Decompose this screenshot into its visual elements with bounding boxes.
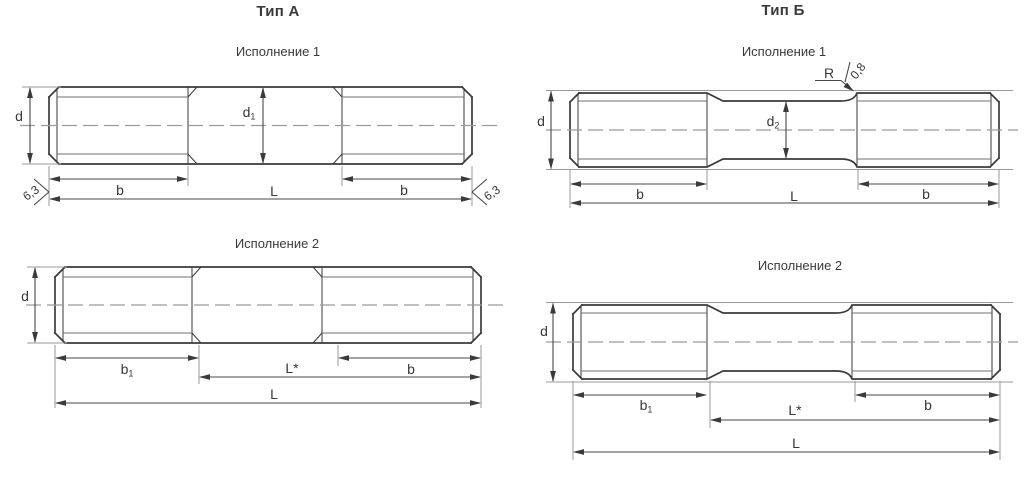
roughness-label: 6,3 bbox=[481, 182, 503, 204]
dim-label-d1: $d_1$ bbox=[242, 104, 256, 122]
dim-label-d2: $d_2$ bbox=[766, 113, 780, 131]
type-a-version2-title: Исполнение 2 bbox=[234, 236, 320, 251]
dim-label-b1: $b_1$ bbox=[639, 397, 653, 415]
type-b-version1-title: Исполнение 1 bbox=[741, 44, 827, 59]
drawing-type-a-version-1 bbox=[15, 87, 503, 206]
dim-label-b_right: b bbox=[400, 182, 408, 198]
radius-value-label: 0,8 bbox=[847, 60, 869, 82]
dim-label-d: d bbox=[540, 323, 548, 339]
type-a-version1-title: Исполнение 1 bbox=[235, 44, 321, 59]
dim-label-length: L bbox=[792, 435, 800, 451]
dim-label-length: L bbox=[270, 183, 278, 199]
drawing-type-b-version-2 bbox=[540, 303, 1018, 461]
drawing-type-b-version-1 bbox=[537, 60, 1018, 208]
dim-label-d: d bbox=[537, 113, 545, 129]
dim-label-b: b bbox=[924, 397, 932, 413]
dim-label-b_right: b bbox=[922, 186, 930, 202]
type-b-version2-title: Исполнение 2 bbox=[757, 258, 843, 273]
dim-label-length: L bbox=[790, 188, 798, 204]
roughness-label: 6,3 bbox=[20, 182, 42, 204]
radius-label: R bbox=[823, 65, 835, 81]
dim-label-l_star: L* bbox=[285, 360, 299, 376]
dim-label-length: L bbox=[270, 386, 278, 402]
drawing-type-a-version-2 bbox=[21, 267, 505, 408]
type-a-title: Тип А bbox=[256, 3, 300, 20]
dim-label-b1: $b_1$ bbox=[120, 361, 134, 379]
dim-label-d: d bbox=[21, 288, 29, 304]
dim-label-d: d bbox=[15, 108, 23, 124]
type-b-title: Тип Б bbox=[761, 2, 805, 19]
dim-label-l_star: L* bbox=[788, 402, 802, 418]
dim-label-b: b bbox=[407, 361, 415, 377]
dim-label-b_left: b bbox=[116, 182, 124, 198]
dim-label-b_left: b bbox=[636, 186, 644, 202]
